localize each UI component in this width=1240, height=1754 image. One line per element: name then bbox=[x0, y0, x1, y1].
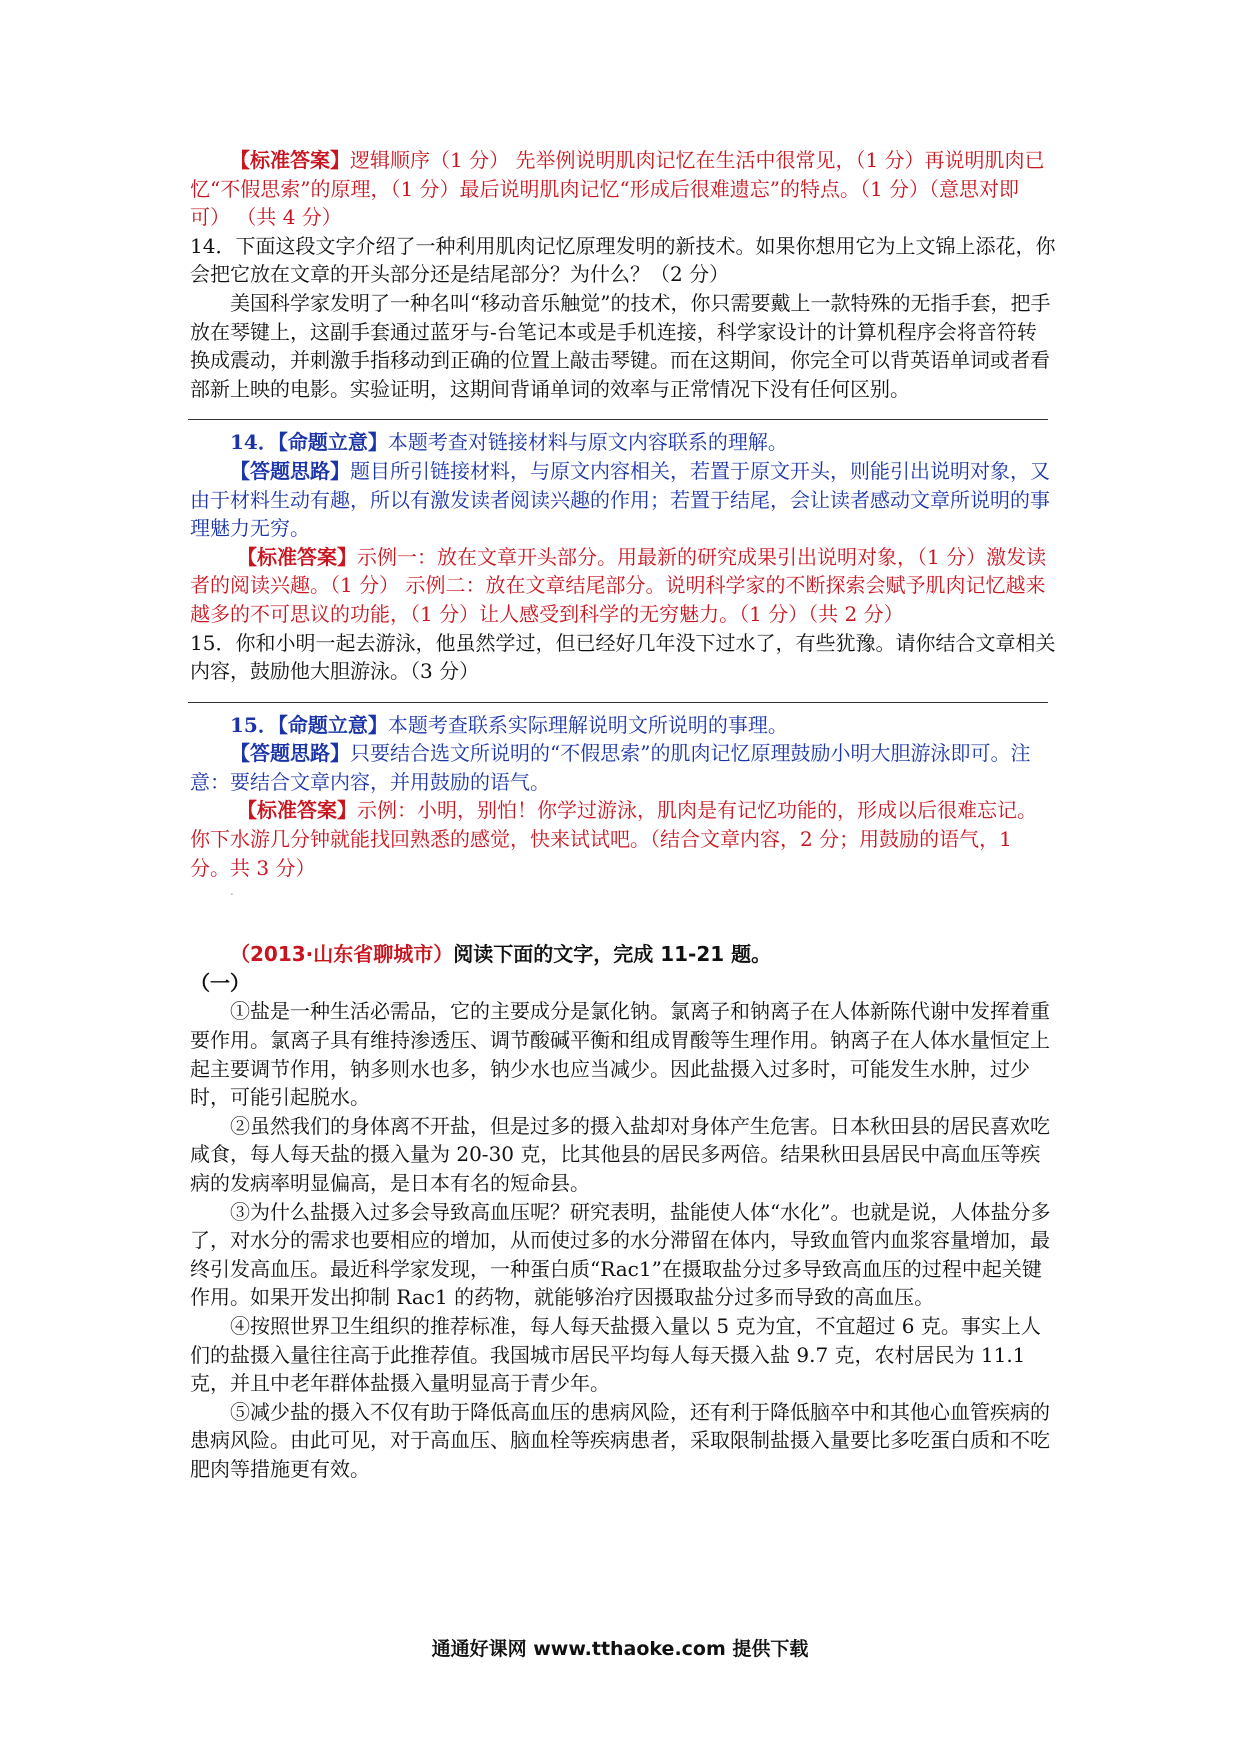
question-15: 15．你和小明一起去游泳，他虽然学过，但已经好几年没下过水了，有些犹豫。请你结合文章相关内容，鼓励他大胆游泳。（3 分） bbox=[190, 630, 1056, 684]
section-heading bbox=[190, 940, 1056, 969]
idea-paragraph-14 bbox=[190, 457, 1056, 543]
answer-paragraph-15 bbox=[190, 796, 1056, 882]
intent-paragraph-14 bbox=[190, 428, 1056, 457]
question-14-passage: 美国科学家发明了一种名叫“移动音乐触觉”的技术，你只需要戴上一款特殊的无指手套，把手放在琴键上，这副手套通过蓝牙与-台笔记本或是手机连接，科学家设计的计算机程序会将音符转换成震动，并刺激手指移动到正确的位置上敲击琴键。而在这期间，你完全可以背英语单词或者看部新上映的电影。实验证明，这期间背诵单词的效率与正常情况下没有任何区别。 bbox=[190, 290, 1051, 401]
answer-paragraph-14 bbox=[190, 543, 1056, 629]
intent-tag: 【命题立意】 bbox=[277, 712, 388, 737]
intent-text: 本题考查联系实际理解说明文所说明的事理。 bbox=[387, 712, 788, 737]
intent-text: 本题考查对链接材料与原文内容联系的理解。 bbox=[387, 430, 788, 455]
section-source: （2013·山东省聊城市） bbox=[230, 942, 454, 967]
question-number: 15． bbox=[230, 712, 278, 737]
part-label: （一） bbox=[190, 970, 250, 995]
article-paragraph-3: ③为什么盐摄入过多会导致高血压呢？研究表明，盐能使人体“水化”。也就是说，人体盐分多了，对水分的需求也要相应的增加，从而使过多的水分滞留在体内，导致血管内血浆容量增加，最终引发高血压。最近科学家发现，一种蛋白质“Rac1”在摄取盐分过多导致高血压的过程中起关键作用。如果开发出抑制 Rac1 的药物，就能够治疗因摄取盐分过多而导致的高血压。 bbox=[190, 1199, 1051, 1310]
question-number: 14． bbox=[230, 430, 278, 455]
document-body bbox=[190, 146, 1056, 1484]
idea-tag: 【答题思路】 bbox=[230, 458, 350, 483]
article-paragraph-2: ②虽然我们的身体离不开盐，但是过多的摄入盐却对身体产生危害。日本秋田县的居民喜欢吃咸食，每人每天盐的摄入量为 20-30 克，比其他县的居民多两倍。结果秋田县居民中高血压等疾病的发病率明显偏高，是日本有名的短命县。 bbox=[190, 1113, 1050, 1195]
idea-text: 题目所引链接材料，与原文内容相关，若置于原文开头，则能引出说明对象，又由于材料生动有趣，所以有激发读者阅读兴趣的作用；若置于结尾，会让读者感动文章所说明的事理魅力无穷。 bbox=[190, 458, 1050, 541]
article-paragraph-4: ④按照世界卫生组织的推荐标准，每人每天盐摄入量以 5 克为宜，不宜超过 6 克。事实上人们的盐摄入量往往高于此推荐值。我国城市居民平均每人每天摄入盐 9.7 克，农村居民为 11.1 克，并且中老年群体盐摄入量明显高于青少年。 bbox=[190, 1313, 1041, 1396]
answer-text: 示例一：放在文章开头部分。用最新的研究成果引出说明对象，（1 分）激发读者的阅读兴趣。（1 分） 示例二：放在文章结尾部分。说明科学家的不断探索会赋予肌肉记忆越来越多的不可思议的功能，（1 分）让人感受到科学的无穷魅力。（1 分）（共 2 分） bbox=[190, 544, 1047, 626]
idea-text: 只要结合选文所说明的“不假思索”的肌肉记忆原理鼓励小明大胆游泳即可。注意：要结合文章内容，并用鼓励的语气。 bbox=[190, 741, 1031, 794]
article-paragraph-5: ⑤减少盐的摄入不仅有助于降低高血压的患病风险，还有利于降低脑卒中和其他心血管疾病的患病风险。由此可见，对于高血压、脑血栓等疾病患者，采取限制盐摄入量要比多吃蛋白质和不吃肥肉等措施更有效。 bbox=[190, 1399, 1050, 1481]
idea-paragraph-15 bbox=[190, 739, 1056, 796]
idea-tag: 【答题思路】 bbox=[230, 741, 350, 766]
intent-paragraph-15 bbox=[190, 711, 1056, 740]
article-paragraph-1: ①盐是一种生活必需品，它的主要成分是氯化钠。氯离子和钠离子在人体新陈代谢中发挥着重要作用。氯离子具有维持渗透压、调节酸碱平衡和组成胃酸等生理作用。钠离子在人体水量恒定上起主要调节作用，钠多则水也多，钠少水也应当减少。因此盐摄入过多时，可能发生水肿，过少时，可能引起脱水。 bbox=[190, 999, 1050, 1110]
answer-text: 示例：小明，别怕！你学过游泳，肌肉是有记忆功能的，形成以后很难忘记。你下水游几分钟就能找回熟悉的感觉，快来试试吧。（结合文章内容，2 分；用鼓励的语气，1 分。共 3 分） bbox=[190, 798, 1037, 880]
section-instruction: 阅读下面的文字，完成 11-21 题。 bbox=[453, 942, 772, 967]
intent-tag: 【命题立意】 bbox=[277, 430, 388, 455]
answer-text: 逻辑顺序（1 分） 先举例说明肌肉记忆在生活中很常见，（1 分）再说明肌肉已忆“不假思索”的原理，（1 分）最后说明肌肉记忆“形成后很难遗忘”的特点。（1 分）（意思对即可） （共 4 分） bbox=[190, 148, 1045, 230]
page-footer: 通通好课网 www.tthaoke.com 提供下载 bbox=[431, 1638, 809, 1660]
answer-tag: 【标准答案】 bbox=[237, 544, 357, 569]
question-14: 14．下面这段文字介绍了一种利用肌肉记忆原理发明的新技术。如果你想用它为上文锦上添花，你会把它放在文章的开头部分还是结尾部分？为什么？（2 分） bbox=[190, 233, 1056, 287]
stray-mark: . bbox=[230, 884, 234, 899]
answer-tag: 【标准答案】 bbox=[237, 798, 357, 823]
answer-paragraph-13 bbox=[190, 146, 1056, 232]
answer-tag: 【标准答案】 bbox=[230, 148, 350, 172]
